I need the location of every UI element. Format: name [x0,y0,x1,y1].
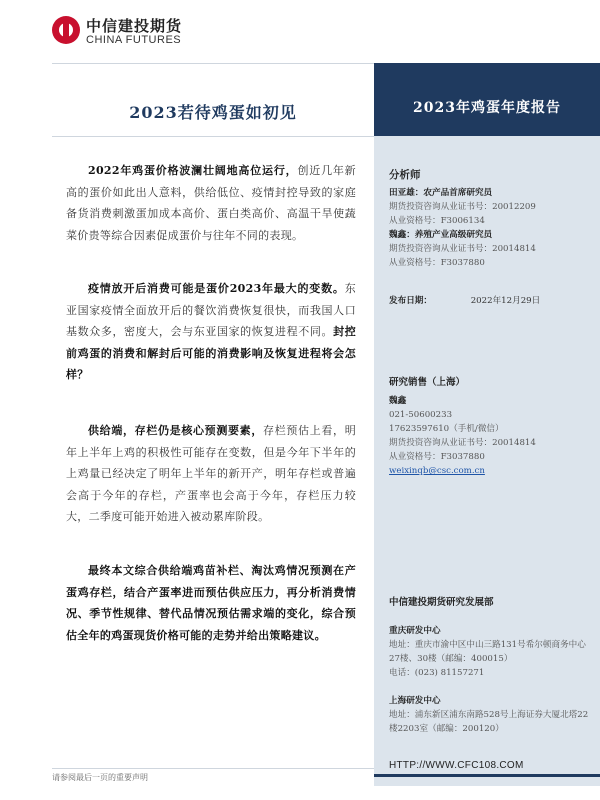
analyst-heading: 分析师 [389,169,421,181]
sales-phone: 021-50600233 [389,410,453,420]
analyst-practice-id: 从业资格号：F3006134 [389,216,485,226]
disclaimer-note: 请参阅最后一页的重要声明 [52,773,148,782]
summary-paragraph [66,560,356,646]
paragraph-emphasis: 封控前鸡蛋的消费和解封后可能的消费影响及恢复进程将会怎样？ [66,325,356,381]
sales-license: 期货投资咨询从业证书号：20014814 [389,438,536,448]
paragraph-lead: 供给端，存栏仍是核心预测要素， [88,424,264,437]
center-address: 地址：浦东新区浦东南路528号上海证券大厦北塔22楼2203室（邮编：200120） [389,710,589,734]
summary-paragraph [66,420,356,528]
report-type-banner [374,63,600,136]
analyst-practice-id: 从业资格号：F3037880 [389,258,485,268]
analyst-name: 田亚雄：农产品首席研究员 [389,188,493,198]
paragraph-body: 创近几年新高的蛋价如此出人意料，供给低位、疫情封控导致的家庭备货消费刺激蛋加成本高价、蛋白类高价、高温干旱使蔬菜价贵等综合因素促成蛋价与往年不同的表现。 [66,164,356,242]
analyst-section [389,168,589,270]
sales-practice-id: 从业资格号：F3037880 [389,452,485,462]
summary-paragraph [66,278,356,386]
research-department [389,596,589,736]
publish-date-label: 发布日期： [389,296,432,306]
page-title: 2023若待鸡蛋如初见 [129,103,297,122]
paragraph-body: 东亚国家疫情全面放开后的餐饮消费恢复很快，而我国人口基数众多，密度大，会与东亚国家的恢复进程不同。 [66,282,356,338]
paragraph-lead: 2022年鸡蛋价格波澜壮阔地高位运行， [88,164,298,177]
analyst-name: 魏鑫：养殖产业高级研究员 [389,230,493,240]
center-address: 地址：重庆市渝中区中山三路131号希尔顿商务中心27楼、30楼（邮编：400015） [389,640,586,664]
website-link[interactable]: HTTP://WWW.CFC108.COM [389,760,524,771]
analyst-license: 期货投资咨询从业证书号：20014814 [389,244,536,254]
sales-contact [389,376,589,478]
center-name: 重庆研发中心 [389,626,441,636]
sales-mobile: 17623597610（手机/微信） [389,424,504,434]
analyst-license: 期货投资咨询从业证书号：20012209 [389,202,536,212]
paragraph-body: 存栏预估上看，明年上半年上鸡的积极性可能存在变数，但是今年下半年的上鸡量已经决定了明年上半年的新开产，明年存栏或普遍会高于今年的存栏，产蛋率也会高于今年，存栏压力较大，二季度可能开始进入被动累库阶段。 [66,424,357,523]
report-type: 2023年鸡蛋年度报告 [413,100,561,116]
summary-paragraph [66,160,356,246]
center-name: 上海研发中心 [389,696,441,706]
publish-date-row [389,294,589,308]
company-logo [52,14,182,50]
header-divider [52,63,374,64]
footer-accent-bar [374,774,600,777]
publish-date: 2022年12月29日 [470,296,541,306]
logo-chinese-name: 中信建投期货 [86,17,183,35]
footer-divider [52,768,374,769]
sales-heading: 研究销售（上海） [389,377,466,388]
sales-name: 魏鑫 [389,396,407,406]
title-divider [52,136,374,137]
department-heading: 中信建投期货研究发展部 [389,597,494,608]
paragraph-lead: 最终本文综合供给端鸡苗补栏、淘汰鸡情况预测在产蛋鸡存栏，结合产蛋率进而预估供应压力，再分析消费情况、季节性规律、替代品情况预估需求端的变化，综合预估全年的鸡蛋现货价格可能的走势并给出策略建议。 [66,564,356,642]
company-logo-icon [52,16,80,44]
paragraph-lead: 疫情放开后消费可能是蛋价2023年最大的变数。 [88,282,345,295]
center-phone: 电话：(023) 81157271 [389,668,485,678]
sales-email-link[interactable]: weixinqb@csc.com.cn [389,466,485,476]
logo-english-name: CHINA FUTURES [86,34,182,46]
